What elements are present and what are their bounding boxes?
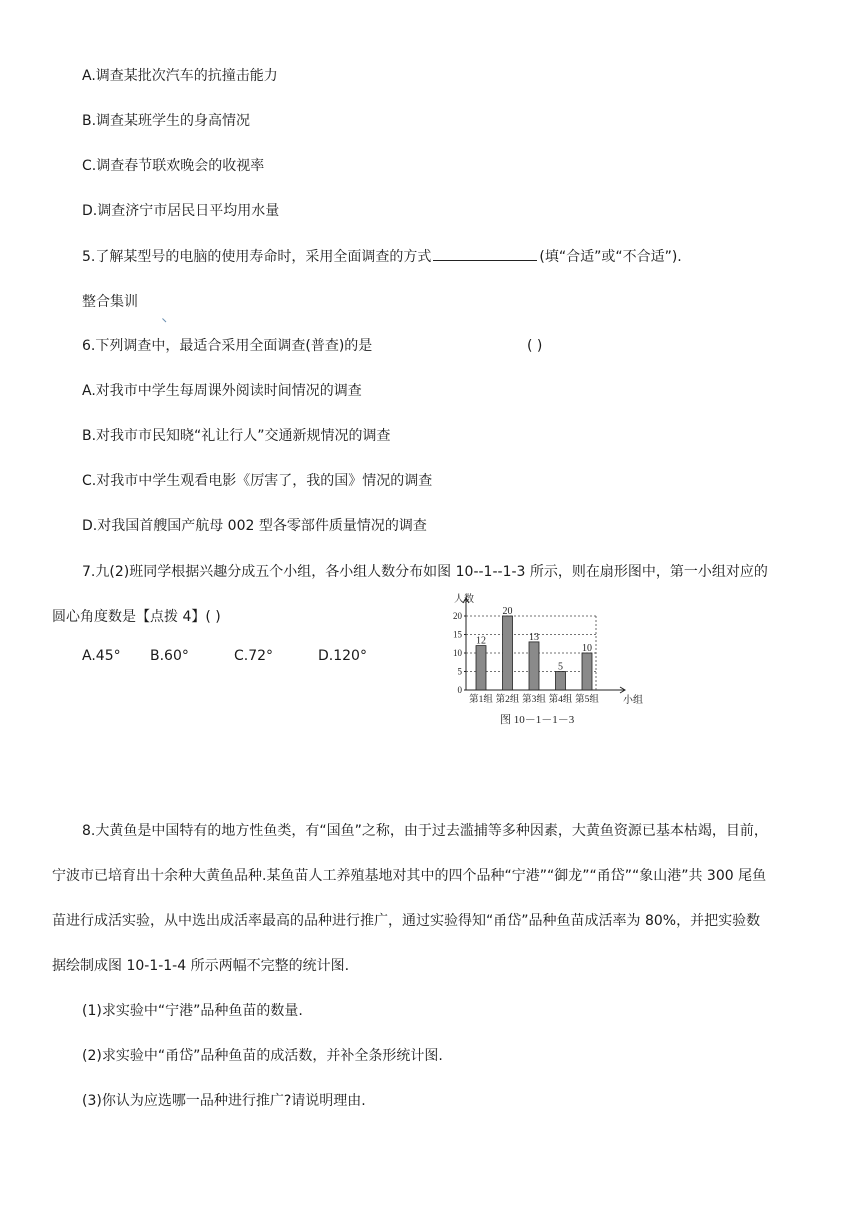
bar-value-label: 20 [502,606,513,617]
q6-option-c: C.对我市中学生观看电影《厉害了，我的国》情况的调查 [82,473,433,489]
bar-value-label: 5 [558,661,563,673]
q8-line-2: 宁波市已培育出十余种大黄鱼品种.某鱼苗人工养殖基地对其中的四个品种“宁港”“御龙”“甬岱”“象山港”共 300 尾鱼 [52,868,767,884]
q6-stem: 6.下列调查中，最适合采用全面调查(普查)的是 [82,338,373,354]
q7-line-2: 圆心角度数是【点拨 4】( ) [52,609,221,625]
bar [582,653,592,690]
q8-line-3: 苗进行成活实验，从中选出成活率最高的品种进行推广，通过实验得知“甬岱”品种鱼苗成活率为 80%，并把实验数 [52,913,761,929]
y-tick-label: 20 [453,611,462,621]
q8-line-1: 8.大黄鱼是中国特有的地方性鱼类，有“国鱼”之称，由于过去滥捕等多种因素，大黄鱼资源已基本枯竭，目前， [82,823,768,839]
bar [556,672,566,691]
q4-option-b: B.调查某班学生的身高情况 [82,113,251,129]
q6-option-a: A.对我市中学生每周课外阅读时间情况的调查 [82,383,362,399]
q6-option-d: D.对我国首艘国产航母 002 型各零部件质量情况的调查 [82,518,427,534]
q5-question [82,246,682,267]
q7-option-b: B.60° [150,648,189,664]
q5-text-after: (填“合适”或“不合适”). [539,249,682,265]
bar-value-label: 10 [582,643,592,654]
y-tick-label: 10 [453,648,462,658]
q4-option-d: D.调查济宁市居民日平均用水量 [82,203,280,219]
q7-option-d: D.120° [318,648,367,664]
category-label: 第4组 [548,695,573,705]
x-axis-label: 小组 [623,695,643,706]
q8-line-4: 据绘制成图 10-1-1-4 所示两幅不完整的统计图. [52,958,350,974]
bar-chart [440,590,643,710]
bar [476,646,486,690]
q7-option-c: C.72° [234,648,274,664]
q8-sub-3: (3)你认为应选哪一品种进行推广?请说明理由. [82,1093,366,1109]
q4-option-a: A.调查某批次汽车的抗撞击能力 [82,68,278,84]
q8-sub-2: (2)求实验中“甬岱”品种鱼苗的成活数，并补全条形统计图. [82,1048,443,1064]
bar-value-label: 12 [476,635,486,647]
q6-option-b: B.对我市市民知晓“礼让行人”交通新规情况的调查 [82,428,391,444]
chart-caption: 图 10－1－1－3 [500,714,575,726]
section-title: 整合集训 [82,294,138,310]
category-label: 第2组 [495,695,520,705]
bar [529,642,539,690]
category-label: 第5组 [575,695,599,705]
q5-text-before: 5.了解某型号的电脑的使用寿命时，采用全面调查的方式 [82,249,432,265]
q6-answer-paren[interactable]: ( ) [527,338,543,354]
q7-line-1: 7.九(2)班同学根据兴趣分成五个小组，各小组人数分布如图 10--1--1-3 所示，则在扇形图中，第一小组对应的 [82,564,768,580]
category-label: 第1组 [469,695,493,705]
y-tick-label: 5 [457,666,462,677]
q4-option-c: C.调查春节联欢晚会的收视率 [82,158,265,174]
tick-mark-icon [162,315,170,323]
y-tick-label: 0 [457,685,462,695]
bar [503,616,513,690]
bar-value-label: 13 [529,631,539,643]
q5-answer-blank[interactable] [433,246,537,261]
y-tick-label: 15 [453,629,462,640]
category-label: 第3组 [522,695,546,705]
y-axis-label: 人数 [454,594,474,605]
q7-option-a: A.45° [82,648,121,664]
q8-sub-1: (1)求实验中“宁港”品种鱼苗的数量. [82,1003,303,1019]
